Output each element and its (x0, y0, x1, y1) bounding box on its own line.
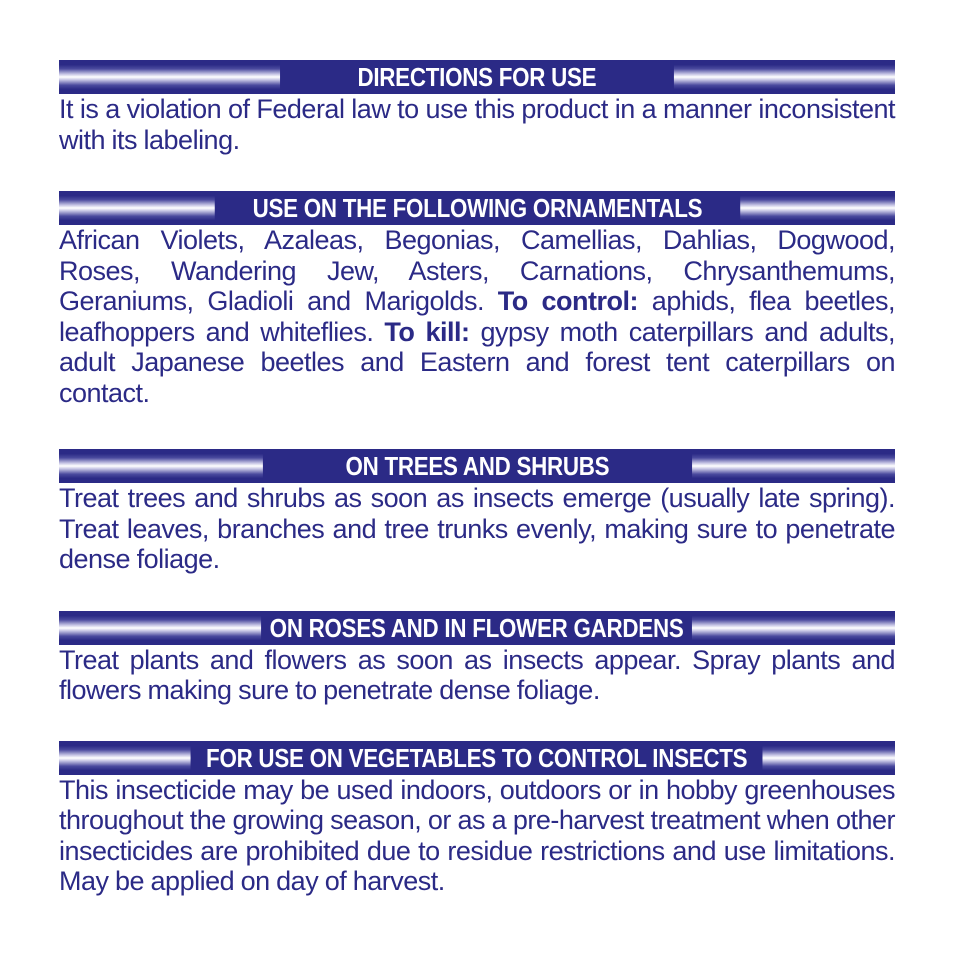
body-text-segment: African Violets, Azaleas, Begonias, Camellias, Dahlias, Dogwood, Roses, Wandering Jew, Asters, Carnations, Chrysanthemums, Geraniums, Gladioli and Marigolds. (59, 225, 895, 316)
section-header-bar (59, 60, 895, 94)
bold-phrase-to-kill: To kill: (384, 316, 470, 347)
section-heading: DIRECTIONS FOR USE (280, 60, 674, 94)
section-header-bar (59, 191, 895, 225)
section-heading: ON ROSES AND IN FLOWER GARDENS (261, 611, 692, 645)
section-directions-for-use (59, 60, 895, 155)
section-trees-and-shrubs (59, 449, 895, 575)
section-header-bar (59, 449, 895, 483)
bold-phrase-to-control: To control: (497, 286, 639, 316)
section-body: It is a violation of Federal law to use this product in a manner inconsistent with its labeling. (59, 94, 895, 155)
section-vegetables (59, 741, 895, 897)
section-heading: ON TREES AND SHRUBS (263, 449, 692, 483)
section-body: Treat plants and flowers as soon as insects appear. Spray plants and flowers making sure to penetrate dense foliage. (59, 644, 895, 705)
directions-label-page (59, 60, 895, 897)
section-heading: FOR USE ON VEGETABLES TO CONTROL INSECTS (191, 741, 763, 775)
section-header-bar (59, 741, 895, 775)
body-text-segment: gypsy moth caterpillars and adults, adult Japanese beetles and Eastern and forest tent caterpillars on contact. (59, 316, 895, 408)
body-text-segment: aphids, flea beetles, leafhoppers and whiteflies. (59, 286, 896, 347)
section-body (59, 225, 895, 408)
section-roses-and-flower-gardens (59, 611, 895, 706)
section-body: This insecticide may be used indoors, outdoors or in hobby greenhouses throughout the growing season, or as a pre-harvest treatment when other insecticides are prohibited due to residue restrictions and use limitations. May be applied on day of harvest. (59, 774, 895, 896)
section-body: Treat trees and shrubs as soon as insects emerge (usually late spring). Treat leaves, branches and tree trunks evenly, making sure to penetrate dense foliage. (59, 483, 895, 574)
section-header-bar (59, 611, 895, 645)
section-ornamentals (59, 191, 895, 408)
section-heading: USE ON THE FOLLOWING ORNAMENTALS (214, 191, 739, 225)
